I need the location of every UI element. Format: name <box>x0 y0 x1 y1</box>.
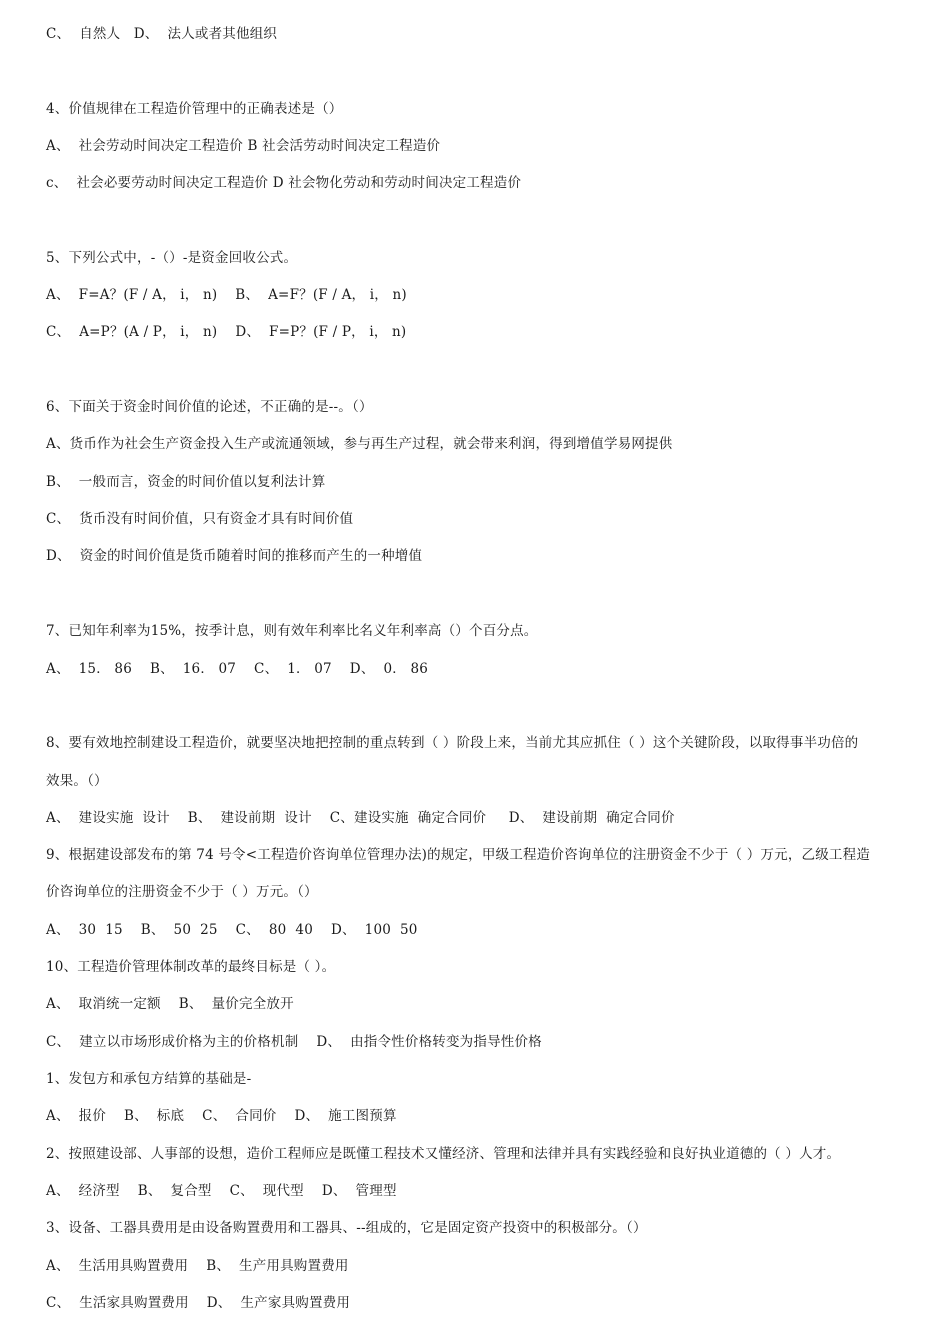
q10-options-ab: A、 取消统一定额 B、 量价完全放开 <box>46 996 294 1012</box>
q1-question: 1、发包方和承包方结算的基础是- <box>46 1071 252 1087</box>
q5-question: 5、下列公式中，-（）-是资金回收公式。 <box>46 250 298 266</box>
q7-options: A、 15． 86 B、 16． 07 C、 1． 07 D、 0． 86 <box>46 661 429 677</box>
q4-options-ab: A、 社会劳动时间决定工程造价 B 社会活劳动时间决定工程造价 <box>46 138 441 154</box>
q9-question-2: 价咨询单位的注册资金不少于（ ）万元。（） <box>46 884 318 900</box>
q6-question: 6、下面关于资金时间价值的论述，不正确的是--。（） <box>46 399 373 415</box>
q5-options-cd: C、 A=P？(A / P， i， n) D、 F=P？(F / P， i， n) <box>46 324 407 340</box>
q8-question-1: 8、要有效地控制建设工程造价，就要坚决地把控制的重点转到（ ）阶段上来，当前尤其应抓住（ ）这个关键阶段，以取得事半功倍的 <box>46 735 859 751</box>
q10-question: 10、工程造价管理体制改革的最终目标是（ ）。 <box>46 959 336 975</box>
q1-options: A、 报价 B、 标底 C、 合同价 D、 施工图预算 <box>46 1108 397 1124</box>
q6-option-c: C、 货币没有时间价值，只有资金才具有时间价值 <box>46 511 354 527</box>
q5-options-ab: A、 F=A？(F / A， i， n) B、 A=F？(F / A， i， n) <box>46 287 407 303</box>
q3b-options-ab: A、 生活用具购置费用 B、 生产用具购置费用 <box>46 1258 349 1274</box>
q6-option-b: B、 一般而言，资金的时间价值以复利法计算 <box>46 474 326 490</box>
q2-question: 2、按照建设部、人事部的设想，造价工程师应是既懂工程技术又懂经济、管理和法律并具有实践经验和良好执业道德的（ ）人才。 <box>46 1146 841 1162</box>
q2-options: A、 经济型 B、 复合型 C、 现代型 D、 管理型 <box>46 1183 397 1199</box>
q4-question: 4、价值规律在工程造价管理中的正确表述是（） <box>46 101 343 117</box>
q10-options-cd: C、 建立以市场形成价格为主的价格机制 D、 由指令性价格转变为指导性价格 <box>46 1034 542 1050</box>
q3-options-cd: C、 自然人 D、 法人或者其他组织 <box>46 26 278 42</box>
q6-option-d: D、 资金的时间价值是货币随着时间的推移而产生的一种增值 <box>46 548 423 564</box>
q3b-question: 3、设备、工器具费用是由设备购置费用和工器具、--组成的，它是固定资产投资中的积极部分。（） <box>46 1220 647 1236</box>
q8-options: A、 建设实施 设计 B、 建设前期 设计 C、建设实施 确定合同价 D、 建设前期 确定合同价 <box>46 810 675 826</box>
q9-options: A、 30 15 B、 50 25 C、 80 40 D、 100 50 <box>46 922 418 938</box>
q8-question-2: 效果。（） <box>46 773 108 789</box>
q6-option-a: A、货币作为社会生产资金投入生产或流通领域，参与再生产过程，就会带来利润，得到增值学易网提供 <box>46 436 673 452</box>
q4-options-cd: c、 社会必要劳动时间决定工程造价 D 社会物化劳动和劳动时间决定工程造价 <box>46 175 522 191</box>
q9-question-1: 9、根据建设部发布的第 74 号令<工程造价咨询单位管理办法)的规定，甲级工程造价咨询单位的注册资金不少于（ ）万元，乙级工程造 <box>46 847 871 863</box>
q7-question: 7、已知年利率为15%，按季计息，则有效年利率比名义年利率高（）个百分点。 <box>46 623 538 639</box>
q3b-options-cd: C、 生活家具购置费用 D、 生产家具购置费用 <box>46 1295 351 1311</box>
